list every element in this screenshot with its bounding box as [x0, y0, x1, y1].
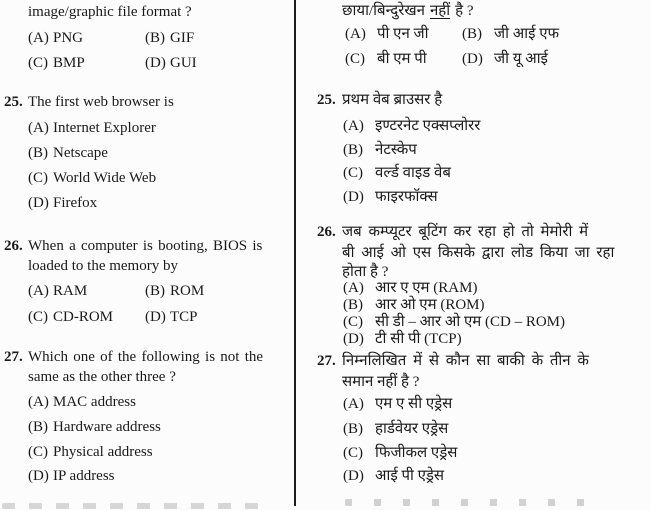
- clipped-next-question-fragment-english: [2, 503, 260, 509]
- option-text: Netscape: [53, 145, 108, 161]
- q24-en-option-b: [145, 30, 194, 46]
- q24-hi-option-b: [462, 26, 559, 42]
- option-label: (C): [343, 314, 363, 330]
- option-text: आर ए एम (RAM): [375, 280, 478, 296]
- q25-hi-head: [317, 91, 442, 110]
- option-text: जी आई एफ: [494, 26, 560, 42]
- q25-hi-option-d: [343, 188, 438, 207]
- q26-en-option-c: [28, 308, 145, 327]
- q24-hi-option-c: [345, 50, 462, 69]
- q24-en-option-c: [28, 54, 145, 73]
- q25-en-option-d: [28, 194, 97, 213]
- option-label: (B): [343, 297, 363, 313]
- option-label: (C): [343, 445, 363, 461]
- option-text: IP address: [53, 468, 115, 484]
- option-text: आई पी एड्रेस: [375, 468, 445, 484]
- q25-en-option-a: [28, 119, 156, 138]
- question-number: 26.: [317, 224, 336, 240]
- q26-hi-option-a: [343, 279, 477, 298]
- option-text: MAC address: [53, 394, 136, 410]
- option-text: GIF: [170, 30, 195, 46]
- option-text: बी एम पी: [377, 51, 427, 67]
- question-text-part: है ?: [455, 3, 474, 19]
- q26-en-options-row-1: [28, 282, 204, 301]
- q26-en-text-line-2: loaded to the memory by: [28, 258, 178, 274]
- option-text: एम ए सी एड्रेस: [375, 396, 453, 412]
- q27-hi-option-d: [343, 467, 444, 486]
- q26-hi-text-line-2: बी आई ओ एस किसके द्वारा लोड किया जा रहा: [342, 245, 615, 261]
- q27-en-head: [4, 348, 263, 367]
- option-label: (B): [28, 145, 48, 161]
- q25-en-option-c: [28, 169, 156, 188]
- option-text: RAM: [53, 283, 88, 299]
- option-label: (B): [343, 142, 363, 158]
- q24-en-options-row-1: [28, 29, 194, 48]
- q27-en-option-b: [28, 418, 161, 437]
- option-text: CD-ROM: [53, 309, 114, 325]
- option-text: ROM: [170, 283, 205, 299]
- q26-hi-text-line-3: होता है ?: [342, 264, 389, 280]
- q25-hi-option-a: [343, 117, 480, 136]
- option-label: (B): [28, 419, 48, 435]
- option-label: (A): [28, 30, 49, 46]
- option-text: नेटस्केप: [375, 142, 417, 158]
- option-text: पी एन जी: [377, 26, 429, 42]
- q24-en-option-d: [145, 55, 197, 71]
- option-text: BMP: [53, 55, 85, 71]
- question-text-part: छाया/बिन्दुरेखन: [342, 3, 425, 19]
- q27-hi-option-a: [343, 395, 452, 414]
- option-label: (A): [343, 280, 364, 296]
- q25-en-head: [4, 93, 174, 112]
- option-text: Internet Explorer: [53, 120, 156, 136]
- underlined-word: नहीं: [429, 3, 451, 19]
- option-text: फिजीकल एड्रेस: [375, 445, 458, 461]
- q25-hi-option-c: [343, 164, 451, 183]
- q27-hi-head: [317, 352, 589, 371]
- option-label: (B): [462, 26, 482, 42]
- option-text: इण्टरनेट एक्सप्लोरर: [375, 118, 481, 134]
- q24-en-option-a: [28, 29, 145, 48]
- q26-hi-option-b: [343, 296, 485, 315]
- option-text: जी यू आई: [494, 51, 548, 67]
- option-text: सी डी – आर ओ एम (CD – ROM): [375, 314, 566, 330]
- option-label: (A): [28, 283, 49, 299]
- q25-hi-option-b: [343, 141, 417, 160]
- clipped-next-question-fragment-hindi: [345, 499, 587, 506]
- option-label: (A): [343, 118, 364, 134]
- q24-en-text: image/graphic file format ?: [28, 4, 192, 20]
- option-label: (A): [343, 396, 364, 412]
- q27-hi-option-c: [343, 444, 457, 463]
- q25-en-option-b: [28, 144, 108, 163]
- option-label: (C): [28, 309, 48, 325]
- q24-hi-options-row-1: [345, 25, 559, 44]
- option-label: (B): [145, 283, 165, 299]
- option-label: (D): [462, 51, 483, 67]
- q24-hi-text: [342, 2, 474, 21]
- option-label: (D): [28, 195, 49, 211]
- q26-en-option-d: [145, 309, 198, 325]
- option-text: Physical address: [53, 444, 153, 460]
- question-number: 27.: [4, 349, 23, 365]
- question-text-line-1: जब कम्प्यूटर बूटिंग कर रहा हो तो मेमोरी में: [342, 224, 589, 240]
- question-number: 25.: [317, 92, 336, 108]
- column-divider: [294, 0, 296, 506]
- option-label: (A): [28, 394, 49, 410]
- q26-en-option-b: [145, 283, 204, 299]
- option-label: (B): [145, 30, 165, 46]
- q26-en-options-row-2: [28, 308, 198, 327]
- option-text: Hardware address: [53, 419, 161, 435]
- question-number: 27.: [317, 353, 336, 369]
- q27-en-option-c: [28, 443, 153, 462]
- question-text-line-1: When a computer is booting, BIOS is: [28, 238, 263, 254]
- option-label: (C): [28, 170, 48, 186]
- option-label: (A): [345, 26, 366, 42]
- option-text: फाइरफॉक्स: [375, 189, 438, 205]
- q26-hi-option-c: [343, 313, 565, 332]
- question-text-line-1: Which one of the following is not the: [28, 349, 264, 365]
- option-label: (C): [28, 55, 48, 71]
- option-label: (D): [28, 468, 49, 484]
- question-number: 25.: [4, 94, 23, 110]
- option-text: World Wide Web: [53, 170, 157, 186]
- option-text: हार्डवेयर एड्रेस: [375, 421, 449, 437]
- option-text: PNG: [53, 30, 84, 46]
- option-label: (C): [343, 165, 363, 181]
- q24-hi-options-row-2: [345, 50, 548, 69]
- q27-en-text-line-2: same as the other three ?: [28, 369, 176, 385]
- q27-en-option-d: [28, 467, 115, 486]
- option-label: (C): [28, 444, 48, 460]
- option-text: आर ओ एम (ROM): [375, 297, 485, 313]
- option-label: (D): [343, 468, 364, 484]
- option-label: (B): [343, 421, 363, 437]
- option-label: (D): [145, 309, 166, 325]
- q27-hi-option-b: [343, 420, 448, 439]
- option-label: (D): [145, 55, 166, 71]
- question-text: The first web browser is: [28, 94, 174, 110]
- question-number: 26.: [4, 238, 23, 254]
- option-label: (D): [343, 331, 364, 347]
- q26-en-head: [4, 237, 262, 256]
- q24-hi-option-a: [345, 25, 462, 44]
- question-text: प्रथम वेब ब्राउसर है: [342, 92, 443, 108]
- option-text: GUI: [170, 55, 197, 71]
- option-text: वर्ल्ड वाइड वेब: [375, 165, 451, 181]
- q24-hi-option-d: [462, 51, 548, 67]
- q27-hi-text-line-2: समान नहीं है ?: [342, 374, 420, 390]
- option-text: Firefox: [53, 195, 98, 211]
- option-text: TCP: [170, 309, 198, 325]
- q26-hi-option-d: [343, 330, 462, 349]
- q26-hi-head: [317, 223, 588, 242]
- question-text-line-1: निम्नलिखित में से कौन सा बाकी के तीन के: [342, 353, 589, 369]
- q27-en-option-a: [28, 393, 136, 412]
- q24-en-options-row-2: [28, 54, 197, 73]
- option-label: (D): [343, 189, 364, 205]
- option-label: (A): [28, 120, 49, 136]
- option-text: टी सी पी (TCP): [375, 331, 462, 347]
- q26-en-option-a: [28, 282, 145, 301]
- option-label: (C): [345, 51, 365, 67]
